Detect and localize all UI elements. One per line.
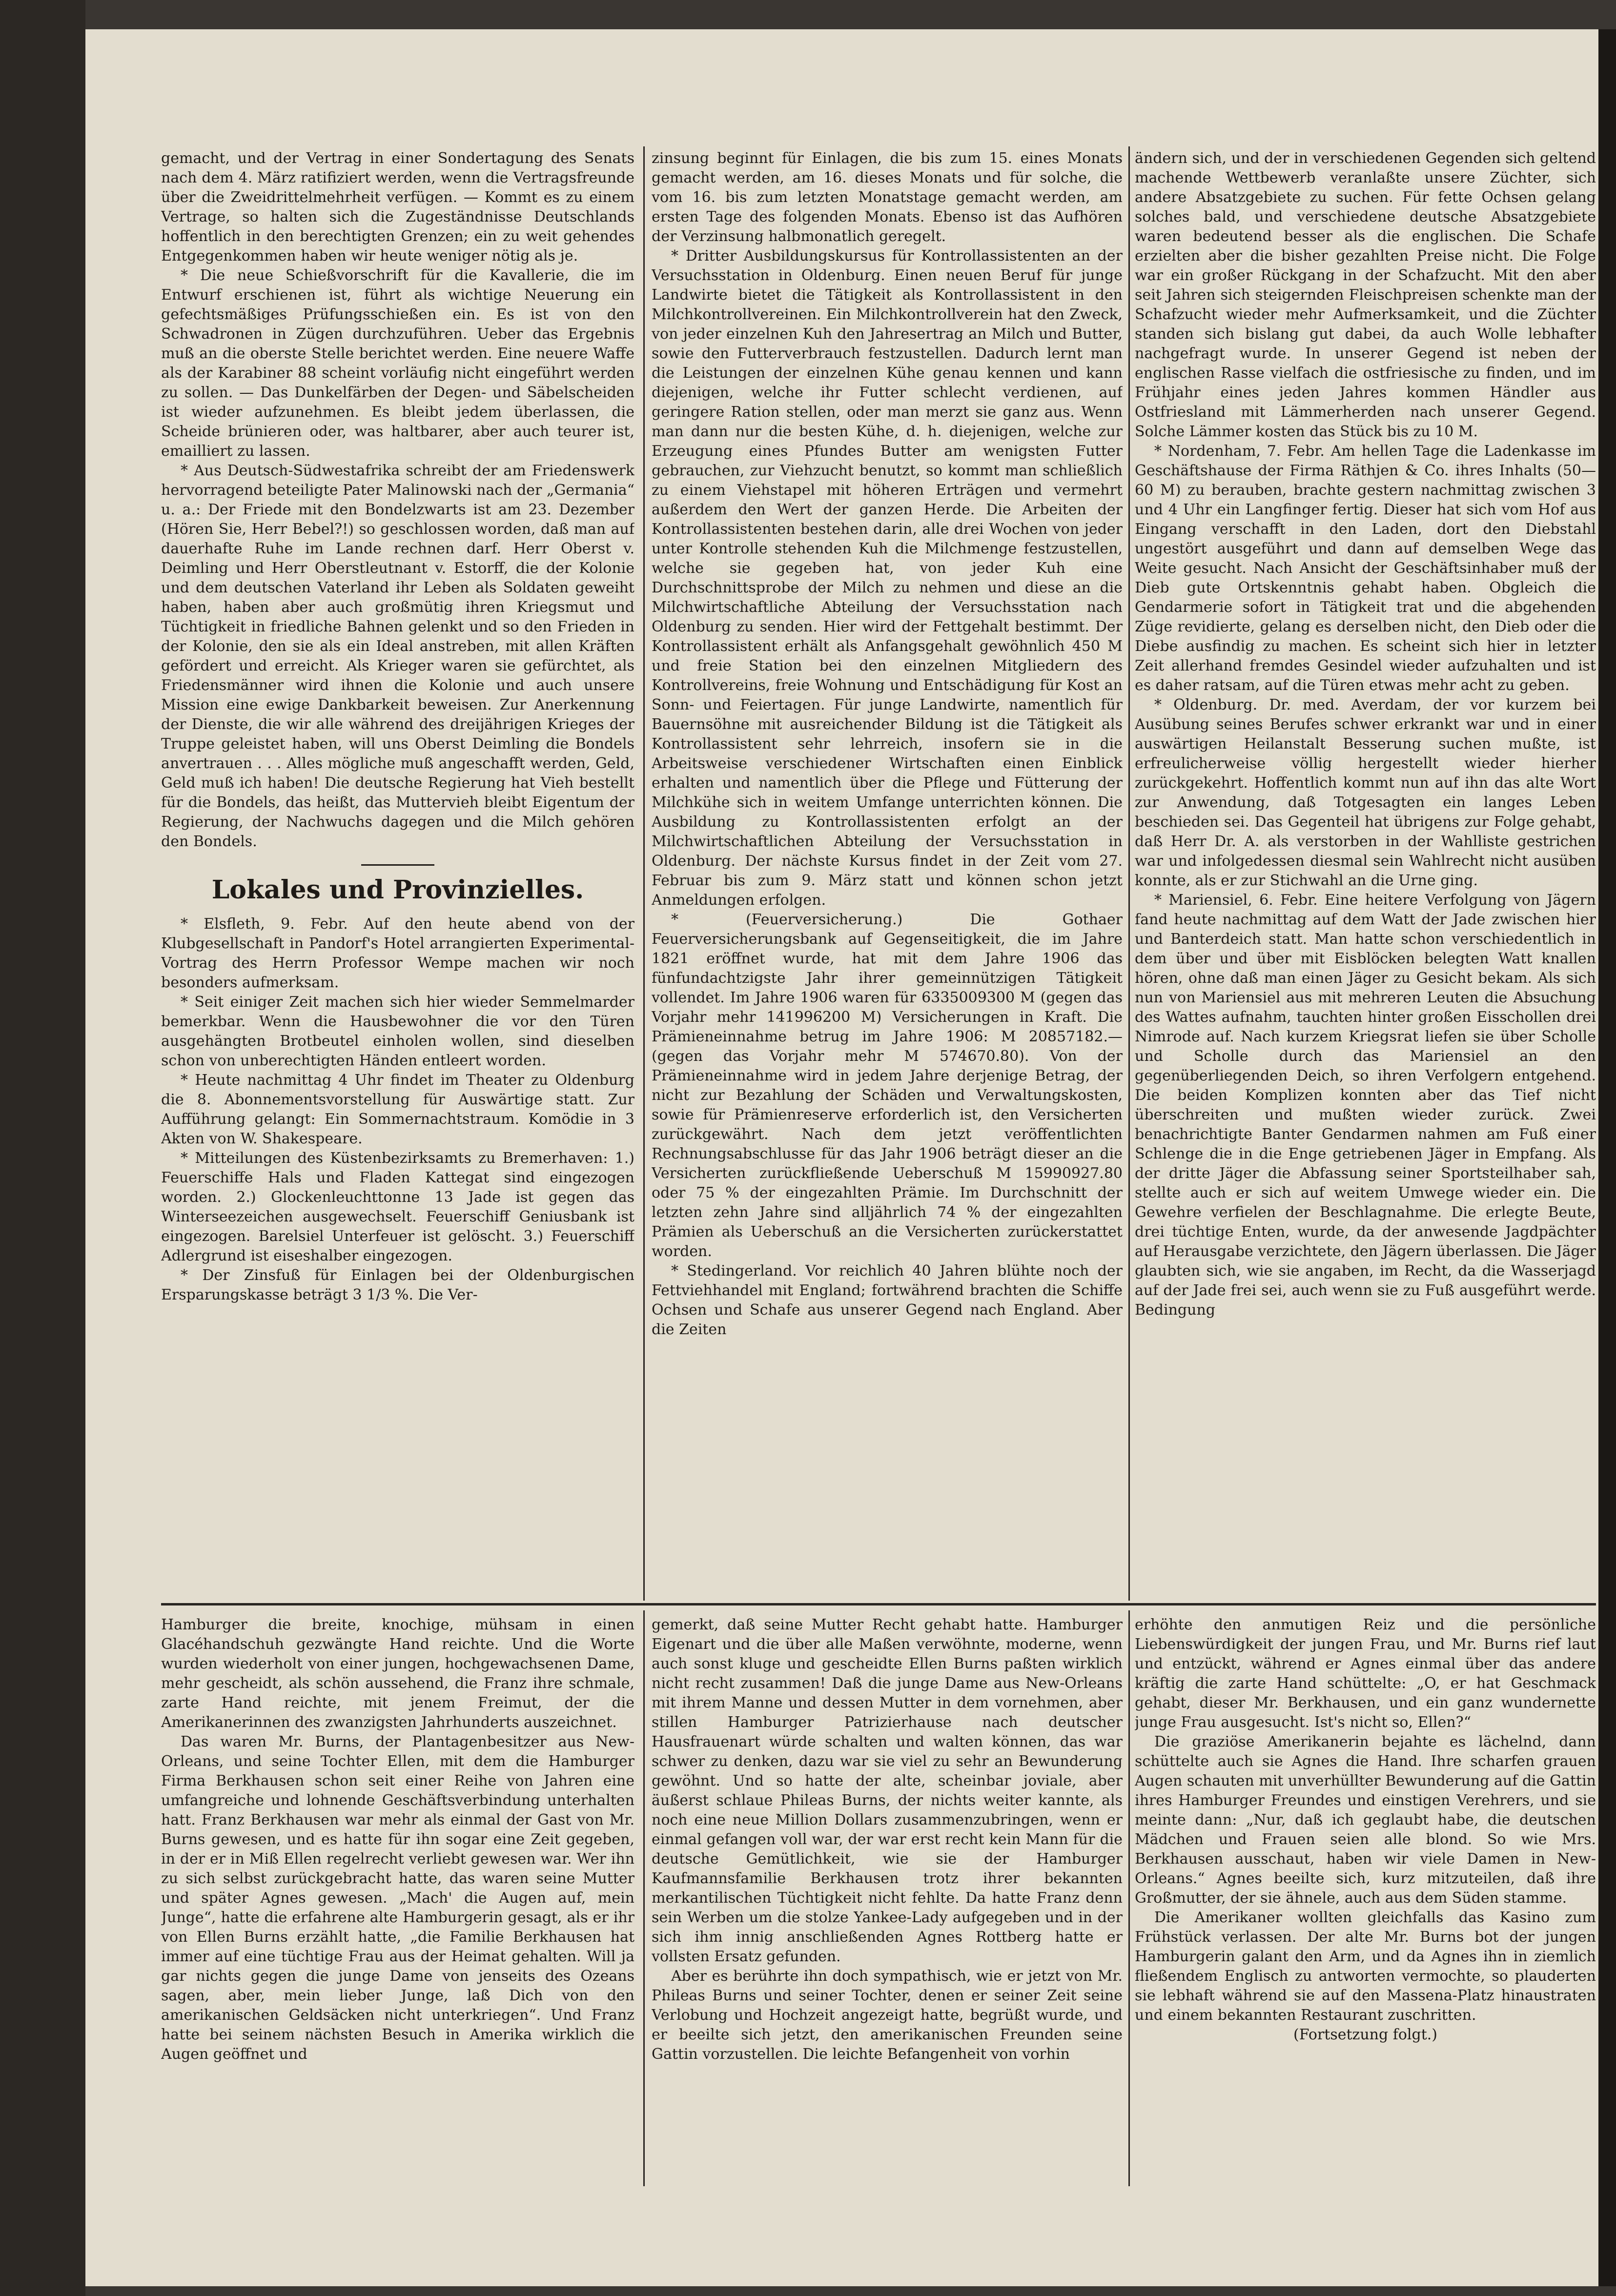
column-divider	[1128, 146, 1130, 1601]
column-divider	[1128, 1610, 1130, 2186]
article-paragraph: ändern sich, und der in verschiedenen Gegenden sich geltend machende Wettbewerb veranlaßte unsere Züchter, sich andere Absatzgebiete zu suchen. Für fette Ochsen gelang solches bald, und verschiedene deutsche Absatzgebiete waren bedeutend besser als die englischen. Die Schafe erzielten aber die bisher gezahlten Preise nicht. Die Folge war ein großer Rückgang in der Schafzucht. Mit den aber seit Jahren sich steigernden Fleischpreisen schenkte man der Schafzucht wieder mehr Aufmerksamkeit, und die Züchter standen sich bislang gut dabei, da auch Wolle lebhafter nachgefragt wurde. In unserer Gegend ist neben der englischen Rasse vielfach die ostfriesische zu finden, und im Frühjahr eines jeden Jahres kommen Händler aus Ostfriesland mit Lämmerherden nach unserer Gegend. Solche Lämmer kosten das Stück bis zu 10 M.	[1135, 150, 1596, 440]
bottom-column-3	[1135, 1615, 1596, 2181]
article-paragraph: * Die neue Schießvorschrift für die Kavallerie, die im Entwurf erschienen ist, führt als wichtige Neuerung ein gefechtsmäßiges Prüfungsschießen ein. Es ist von den Schwadronen in Zügen durchzuführen. Ueber das Ergebnis muß an die oberste Stelle berichtet werden. Eine neuere Waffe als der Karabiner 88 scheint vorläufig nicht eingeführt werden zu sollen. — Das Dunkelfärben der Degen- und Säbelscheiden ist wieder aufzunehmen. Es bleibt jedem überlassen, die Scheide brünieren oder, was haltbarer, aber auch teurer ist, emailliert zu lassen.	[161, 267, 634, 460]
article-paragraph: * Der Zinsfuß für Einlagen bei der Oldenburgischen Ersparungskasse beträgt 3 1/3 %. Die Ver-	[161, 1267, 634, 1303]
heading-rule	[361, 864, 434, 866]
article-paragraph: Hamburger die breite, knochige, mühsam in einen Glacéhandschuh gezwängte Hand reichte. Und die Worte wurden wiederholt von einer jungen, hochgewachsenen Dame, mehr gescheidt, als schön aussehend, die Franz ihre schmale, zarte Hand reichte, mit jenem Freimut, der die Amerikanerinnen des zwanzigsten Jahrhunderts auszeichnet.	[161, 1616, 634, 1731]
column-divider	[643, 146, 645, 1601]
article-paragraph: Aber es berührte ihn doch sympathisch, wie er jetzt von Mr. Phileas Burns und seiner Tochter, denen er seiner Zeit seine Verlobung und Hochzeit angezeigt hatte, begrüßt wurde, und er beeilte sich jetzt, den amerikanischen Freunden seine Gattin vorzustellen. Die leichte Befangenheit von vorhin	[652, 1968, 1123, 2063]
article-paragraph: Die graziöse Amerikanerin bejahte es lächelnd, dann schüttelte auch sie Agnes die Hand. Ihre scharfen grauen Augen schauten mit unverhüllter Bewunderung auf die Gattin ihres Hamburger Freundes und einstigen Verehrers, und sie meinte dann: „Nur, daß ich geglaubt habe, die deutschen Mädchen und Frauen seien alle blond. So wie Mrs. Berkhausen ausschaut, haben wir viele Damen in New-Orleans.“ Agnes beeilte sich, kurz mitzuteilen, daß ihre Großmutter, der sie ähnele, auch aus dem Süden stamme.	[1135, 1733, 1596, 1907]
top-column-2	[652, 149, 1123, 1598]
article-paragraph: * Aus Deutsch-Südwestafrika schreibt der am Friedenswerk hervorragend beteiligte Pater Malinowski nach der „Germania“ u. a.: Der Friede mit den Bondelzwarts ist am 23. Dezember (Hören Sie, Herr Bebel?!) so geschlossen worden, daß man auf dauerhafte Ruhe im Lande rechnen darf. Herr Oberst v. Deimling und Herr Oberstleutnant v. Estorff, die der Kolonie und dem deutschen Vaterland ihr Leben als Soldaten geweiht haben, haben aber auch großmütig ihren Kriegsmut und Tüchtigkeit in friedliche Bahnen gelenkt und so den Frieden in der Kolonie, den sie als ein Ideal anstreben, mit allen Kräften gefördert und erreicht. Als Krieger waren sie gefürchtet, als Friedensmänner wird ihnen die Kolonie und auch unsere Mission eine ewige Dankbarkeit beweisen. Zur Anerkennung der Dienste, die wir alle während des dreijährigen Krieges der Truppe geleistet haben, will uns Oberst Deimling die Bondels anvertrauen . . . Alles mögliche muß angeschafft werden, Geld, Geld muß ich haben! Die deutsche Regierung hat Vieh bestellt für die Bondels, das heißt, das Muttervieh bleibt Eigentum der Regierung, der Nachwuchs dagegen und die Milch gehören den Bondels.	[161, 462, 634, 850]
section-heading: Lokales und Provinzielles.	[211, 875, 584, 905]
bottom-column-1	[161, 1615, 634, 2181]
bottom-column-2	[652, 1615, 1123, 2181]
article-paragraph: * Stedingerland. Vor reichlich 40 Jahren blühte noch der Fettviehhandel mit England; fortwährend brachten die Schiffe Ochsen und Schafe aus unserer Gegend nach England. Aber die Zeiten	[652, 1262, 1123, 1338]
article-paragraph: gemerkt, daß seine Mutter Recht gehabt hatte. Hamburger Eigenart und die über alle Maßen verwöhnte, moderne, wenn auch sonst kluge und gescheidte Ellen Burns paßten wirklich nicht recht zusammen! Daß die junge Dame aus New-Orleans mit ihrem Manne und dessen Mutter in dem vornehmen, aber stillen Hamburger Patrizierhause nach deutscher Hausfrauenart würde schalten und walten können, das war schwer zu denken, dazu war sie viel zu sehr an Bewunderung gewöhnt. Und so hatte der alte, scheinbar joviale, aber äußerst schlaue Phileas Burns, der nichts weiter kannte, als noch eine neue Million Dollars zusammenzubringen, wenn er einmal gefangen voll war, der war erst recht kein Mann für die deutsche Gemütlichkeit, wie sie der Hamburger Kaufmannsfamilie Berkhausen trotz ihrer bekannten merkantilischen Tüchtigkeit nicht fehlte. Da hatte Franz denn sein Werben um die stolze Yankee-Lady aufgegeben und in der sich ihm innig anschließenden Agnes Rottberg hatte er vollsten Ersatz gefunden.	[652, 1616, 1123, 1965]
top-column-3	[1135, 149, 1596, 1598]
article-paragraph: * Seit einiger Zeit machen sich hier wieder Semmelmarder bemerkbar. Wenn die Hausbewohner die vor den Türen ausgehängten Brotbeutel einholen wollen, sind dieselben schon von unberechtigten Händen entleert worden.	[161, 994, 634, 1069]
article-paragraph: erhöhte den anmutigen Reiz und die persönliche Liebenswürdigkeit der jungen Frau, und Mr. Burns rief laut und entzückt, während er Agnes einmal über das andere kräftig die zarte Hand schüttelte: „O, er hat Geschmack gehabt, dieser Mr. Berkhausen, und ein ganz wundernette junge Frau ausgesucht. Ist's nicht so, Ellen?“	[1135, 1616, 1596, 1731]
article-paragraph: * Mariensiel, 6. Febr. Eine heitere Verfolgung von Jägern fand heute nachmittag auf dem Watt der Jade zwischen hier und Banterdeich statt. Man hatte schon verschiedentlich in dem über und über mit Eisblöcken belegten Watt knallen hören, ohne daß man einen Jäger zu Gesicht bekam. Als sich nun von Mariensiel aus mit mehreren Leuten die Absuchung des Wattes aufnahm, tauchten hinter großen Eisschollen drei Nimrode auf. Nach kurzem Kriegsrat liefen sie über Scholle und Scholle durch das Mariensiel an den gegenüberliegenden Deich, so ihren Verfolgern entgehend. Die beiden Komplizen konnten aber das Tief nicht überschreiten und mußten wieder zurück. Zwei benachrichtigte Banter Gendarmen nahmen am Fuß einer Schlenge die in die Enge getriebenen Jäger in Empfang. Als der dritte Jäger die Abfassung seiner Sportsteilhaber sah, stellte auch er sich auf weitem Umwege wieder ein. Die Gewehre verfielen der Beschlagnahme. Die erlegte Beute, drei tüchtige Enten, wurde, da der anwesende Jagdpächter auf Herausgabe verzichtete, den Jägern überlassen. Die Jäger glaubten sich, wie sie angaben, im Recht, da die Wasserjagd auf der Jade frei sei, auch wenn sie zu Fuß ausgeführt werde. Bedingung	[1135, 892, 1596, 1319]
article-paragraph: * Heute nachmittag 4 Uhr findet im Theater zu Oldenburg die 8. Abonnementsvorstellung für Auswärtige statt. Zur Aufführung gelangt: Ein Sommernachtstraum. Komödie in 3 Akten von W. Shakespeare.	[161, 1072, 634, 1147]
continuation-note: (Fortsetzung folgt.)	[1293, 2026, 1437, 2043]
article-paragraph: zinsung beginnt für Einlagen, die bis zum 15. eines Monats gemacht werden, am 16. dieses Monats und für solche, die vom 16. bis zum letzten Monatstage gemacht werden, am ersten Tage des folgenden Monats. Ebenso ist das Aufhören der Verzinsung halbmonatlich geregelt.	[652, 150, 1123, 245]
article-paragraph: Die Amerikaner wollten gleichfalls das Kasino zum Frühstück verlassen. Der alte Mr. Burns bot der jungen Hamburgerin galant den Arm, und da Agnes ihn in ziemlich fließendem Englisch zu antworten vermochte, so plauderten sie lebhaft während sie auf den Massena-Platz hinaustraten und einem bekannten Restaurant zuschritten.	[1135, 1909, 1596, 2024]
binding-strip	[1598, 29, 1616, 2286]
article-paragraph: * Oldenburg. Dr. med. Averdam, der vor kurzem bei Ausübung seines Berufes schwer erkrankt war und in einer auswärtigen Heilanstalt Besserung suchen mußte, ist erfreulicherweise völlig hergestellt wieder hierher zurückgekehrt. Hoffentlich kommt nun auf ihn das alte Wort zur Anwendung, daß Totgesagten ein langes Leben beschieden sei. Das Gegenteil hat übrigens zur Folge gehabt, daß Herr Dr. A. als verstorben in der Wahlliste gestrichen war und infolgedessen diesmal sein Wahlrecht nicht ausüben konnte, als er zur Stichwahl an die Urne ging.	[1135, 696, 1596, 889]
top-column-1	[161, 149, 634, 1598]
article-paragraph: * (Feuerversicherung.) Die Gothaer Feuerversicherungsbank auf Gegenseitigkeit, die im Jahre 1821 eröffnet wurde, hat mit dem Jahre 1906 das fünfundachtzigste Jahr ihrer gemeinnützigen Tätigkeit vollendet. Im Jahre 1906 waren für 6335009300 M (gegen das Vorjahr mehr 141996200 M) Versicherungen in Kraft. Die Prämieneinnahme betrug im Jahre 1906: M 20857182.— (gegen das Vorjahr mehr M 574670.80). Von der Prämieneinnahme wird in jedem Jahre derjenige Betrag, der nicht zur Bezahlung der Schäden und Verwaltungskosten, sowie für Prämienreserve erforderlich ist, den Versicherten zurückgewährt. Nach dem jetzt veröffentlichten Rechnungsabschlusse für das Jahr 1906 beträgt dieser an die Versicherten zurückfließende Ueberschuß M 15990927.80 oder 75 % der eingezahlten Prämie. Im Durchschnitt der letzten zehn Jahre sind alljährlich 74 % der eingezahlten Prämien als Ueberschuß an die Versicherten zurückerstattet worden.	[652, 911, 1123, 1260]
section-divider	[161, 1603, 1596, 1605]
article-paragraph: Das waren Mr. Burns, der Plantagenbesitzer aus New-Orleans, und seine Tochter Ellen, mit dem die Hamburger Firma Berkhausen schon seit einer Reihe von Jahren eine umfangreiche und lohnende Geschäftsverbindung unterhalten hatt. Franz Berkhausen war mehr als einmal der Gast von Mr. Burns gewesen, und es hatte für ihn sogar eine Zeit gegeben, in der er in Miß Ellen regelrecht verliebt gewesen war. Wer ihn zu sich selbst zurückgebracht hatte, das waren seine Mutter und später Agnes gewesen. „Mach' die Augen auf, mein Junge“, hatte die erfahrene alte Hamburgerin gesagt, als er ihr von Ellen Burns erzählt hatte, „die Familie Berkhausen hat immer auf eine tüchtige Frau aus der Heimat gehalten. Will ja gar nichts gegen die junge Dame von jenseits des Ozeans sagen, aber, mein lieber Junge, laß Dich von den amerikanischen Geldsäcken nicht unterkriegen“. Und Franz hatte bei seinem nächsten Besuch in Amerika wirklich die Augen geöffnet und	[161, 1733, 634, 2063]
page-edge	[0, 0, 85, 2296]
article-paragraph: * Elsfleth, 9. Febr. Auf den heute abend von der Klubgesellschaft in Pandorf's Hotel arrangierten Experimental-Vortrag des Herrn Professor Wempe machen wir noch besonders aufmerksam.	[161, 915, 634, 991]
column-divider	[643, 1610, 645, 2186]
article-paragraph: * Nordenham, 7. Febr. Am hellen Tage die Ladenkasse im Geschäftshause der Firma Räthjen & Co. ihres Inhalts (50—60 M) zu berauben, brachte gestern nachmittag zwischen 3 und 4 Uhr ein Langfinger fertig. Dieser hat sich vom Hof aus Eingang verschafft in den Laden, dort den Diebstahl ungestört ausgeführt und dann auf demselben Wege das Weite gesucht. Nach Ansicht der Geschäftsinhaber muß der Dieb gute Ortskenntnis gehabt haben. Obgleich die Gendarmerie sofort in Tätigkeit trat und die abgehenden Züge revidierte, gelang es derselben nicht, den Dieb oder die Diebe ausfindig zu machen. Es scheint sich hier in letzter Zeit allerhand fremdes Gesindel wieder aufzuhalten und ist es daher ratsam, auf die Türen etwas mehr acht zu geben.	[1135, 443, 1596, 694]
article-paragraph: gemacht, und der Vertrag in einer Sondertagung des Senats nach dem 4. März ratifiziert werden, wenn die Vertragsfreunde über die Zweidrittelmehrheit verfügen. — Kommt es zu einem Vertrage, so halten sich die Zugeständnisse Deutschlands hoffentlich in den berechtigten Grenzen; ein zu weit gehendes Entgegenkommen haben wir heute weniger nötig als je.	[161, 150, 634, 264]
article-paragraph: * Mitteilungen des Küstenbezirksamts zu Bremerhaven: 1.) Feuerschiffe Hals und Fladen Kattegat sind eingezogen worden. 2.) Glockenleuchttonne 13 Jade ist gegen das Winterseezeichen ausgewechselt. Feuerschiff Geniusbank ist eingezogen. Barelsiel Unterfeuer ist gelöscht. 3.) Feuerschiff Adlergrund ist eiseshalber eingezogen.	[161, 1150, 634, 1264]
article-paragraph: * Dritter Ausbildungskursus für Kontrollassistenten an der Versuchsstation in Oldenburg. Einen neuen Beruf für junge Landwirte bietet die Tätigkeit als Kontrollassistent in den Milchkontrollvereinen. Ein Milchkontrollverein hat den Zweck, von jeder einzelnen Kuh den Jahresertrag an Milch und Butter, sowie den Futterverbrauch festzustellen. Dadurch lernt man die Leistungen der einzelnen Kühe genau kennen und kann diejenigen, welche ihr Futter schlecht verdienen, auf geringere Ration stellen, oder man merzt sie ganz aus. Wenn man dann nur die besten Kühe, d. h. diejenigen, welche zur Erzeugung eines Pfundes Butter am wenigsten Futter gebrauchen, zur Viehzucht benutzt, so kommt man schließlich zu einem Viehstapel mit höheren Erträgen und vermehrt außerdem den Wert der ganzen Herde. Die Arbeiten der Kontrollassistenten bestehen darin, alle drei Wochen von jeder unter Kontrolle stehenden Kuh die Milchmenge festzustellen, welche sie gegeben hat, von jeder Kuh eine Durchschnittsprobe der Milch zu nehmen und diese an die Milchwirtschaftliche Abteilung der Versuchsstation nach Oldenburg zu senden. Hier wird der Fettgehalt bestimmt. Der Kontrollassistent erhält als Anfangsgehalt gewöhnlich 450 M und freie Station bei den einzelnen Mitgliedern des Kontrollvereins, freie Wohnung und Entschädigung für Kost an Sonn- und Feiertagen. Für junge Landwirte, namentlich für Bauernsöhne mit ausreichender Bildung ist die Tätigkeit als Kontrollassistent sehr lehrreich, insofern sie in die Arbeitsweise verschiedener Wirtschaften einen Einblick erhalten und namentlich über die Pflege und Fütterung der Milchkühe sich in weitem Umfange unterrichten können. Die Ausbildung zu Kontrollassistenten erfolgt an der Milchwirtschaftlichen Abteilung der Versuchsstation in Oldenburg. Der nächste Kursus findet in der Zeit vom 27. Februar bis zum 9. März statt und können schon jetzt Anmeldungen erfolgen.	[652, 247, 1123, 909]
